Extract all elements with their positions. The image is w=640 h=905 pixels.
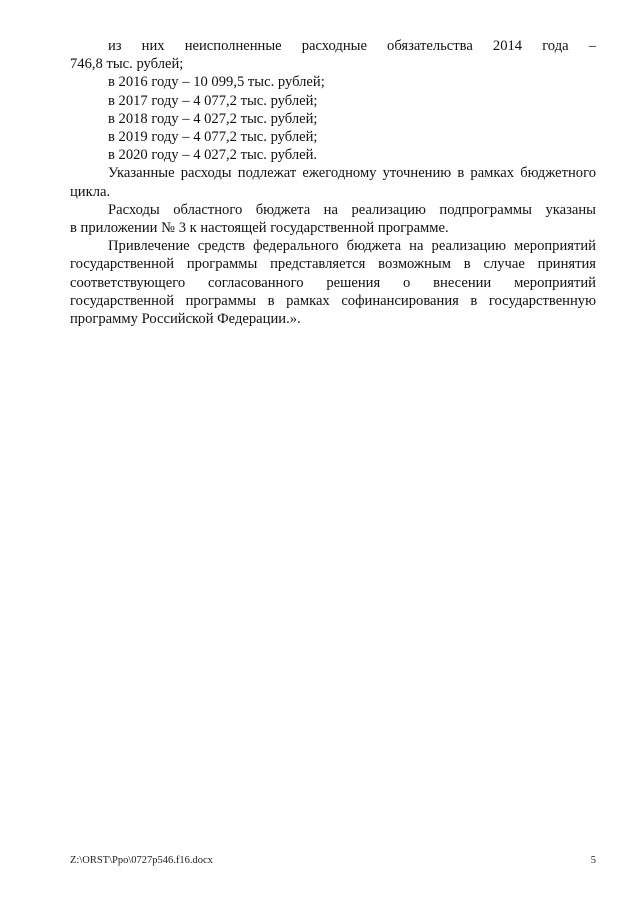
text-line: из них неисполненные расходные обязательства 2014 года –: [108, 38, 596, 54]
text-line: 746,8 тыс. рублей;: [70, 56, 184, 73]
paragraph-regional-budget: [70, 201, 596, 237]
yearly-amounts-list: [70, 73, 596, 164]
list-item: в 2019 году – 4 077,2 тыс. рублей;: [108, 129, 318, 146]
document-body: [70, 37, 596, 328]
text-line: государственной программы представляется возможным в случае принятия: [70, 256, 596, 273]
text-line: Указанные расходы подлежат ежегодному уточнению в рамках бюджетного: [108, 165, 596, 182]
footer-page-number: 5: [590, 855, 596, 866]
text-line: Расходы областного бюджета на реализацию подпрограммы указаны: [108, 201, 596, 218]
text-line: в приложении № 3 к настоящей государственной программе.: [70, 220, 449, 237]
text-line: цикла.: [70, 183, 111, 200]
list-item: в 2016 году – 10 099,5 тыс. рублей;: [108, 74, 325, 91]
list-item: в 2017 году – 4 077,2 тыс. рублей;: [108, 92, 318, 109]
paragraph-federal-budget: [70, 237, 596, 328]
paragraph-unfulfilled-obligations: [70, 37, 596, 73]
paragraph-budget-clarification: [70, 164, 596, 200]
text-line: Привлечение средств федерального бюджета на реализацию мероприятий: [108, 238, 596, 255]
text-line: соответствующего согласованного решения о внесении мероприятий: [70, 274, 596, 291]
list-item: в 2020 году – 4 027,2 тыс. рублей.: [108, 147, 318, 164]
list-item: в 2018 году – 4 027,2 тыс. рублей;: [108, 110, 318, 127]
text-line: программу Российской Федерации.».: [70, 311, 301, 328]
footer-file-path: Z:\ORST\Ppo\0727p546.f16.docx: [70, 855, 213, 866]
text-line: государственной программы в рамках софинансирования в государственную: [70, 292, 596, 309]
